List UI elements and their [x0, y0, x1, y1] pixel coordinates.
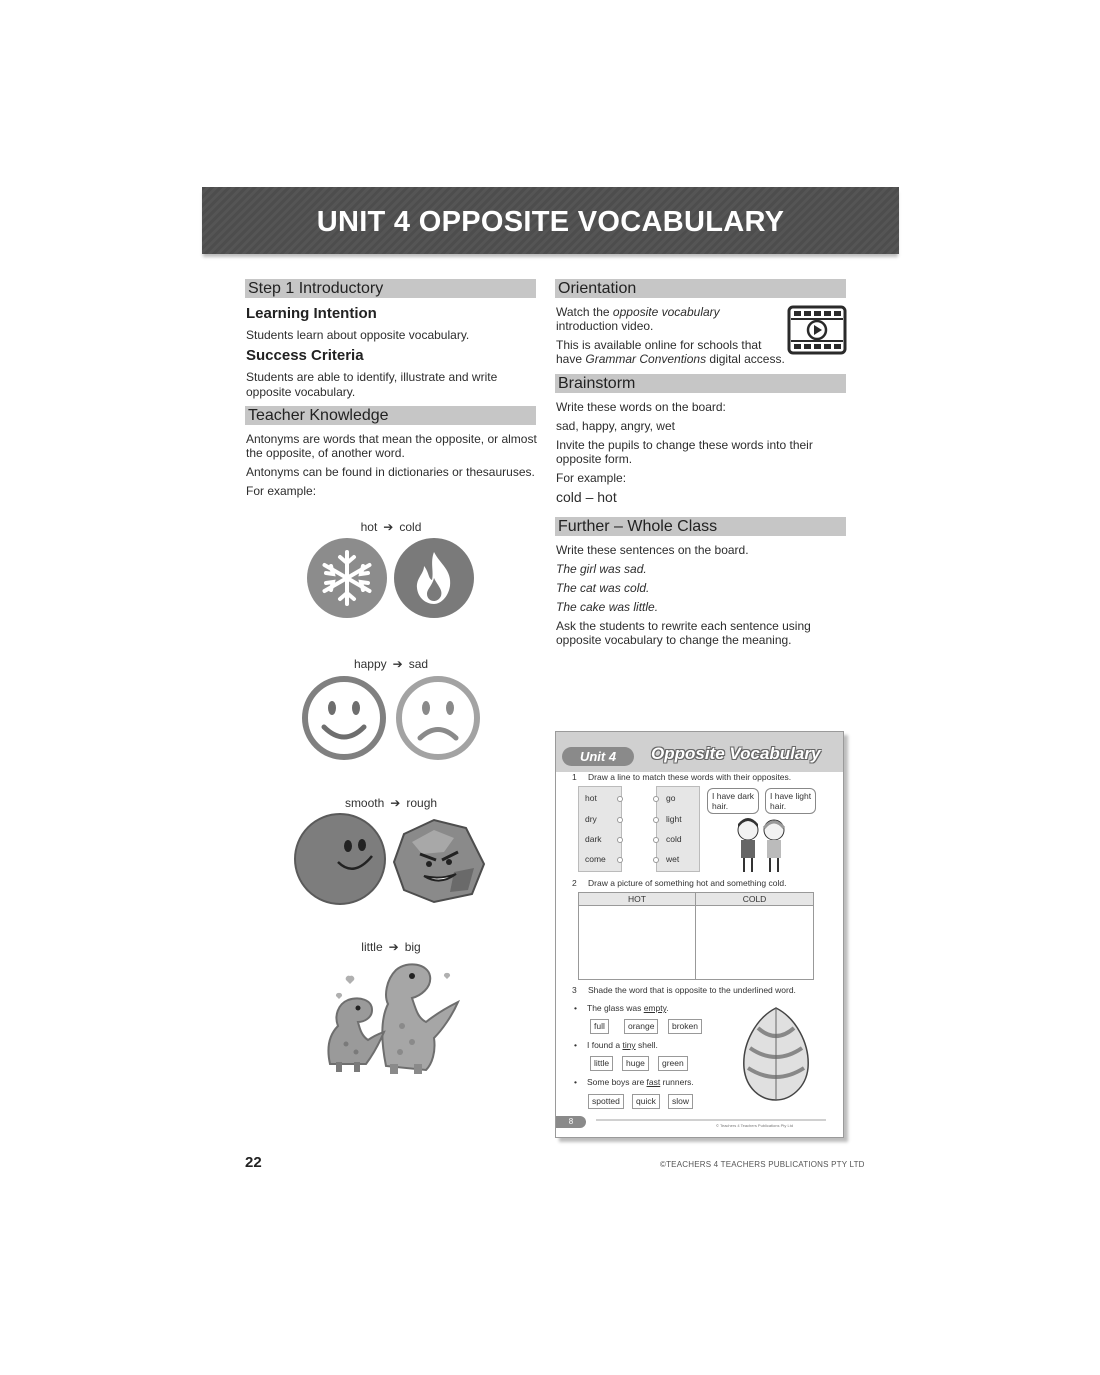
success-criteria-line-2: opposite vocabulary.: [246, 385, 356, 399]
match-dot: [653, 796, 659, 802]
tk-para-3: For example:: [246, 484, 317, 498]
orientation-line-1: Watch the opposite vocabulary: [556, 305, 720, 319]
tk-para-2: Antonyms can be found in dictionaries or thesauruses.: [246, 465, 535, 479]
worksheet-footer: © Teachers 4 Teachers Publications Pty Ltd: [716, 1123, 794, 1128]
match-dot: [617, 837, 623, 843]
brainstorm-line-5: For example:: [556, 471, 627, 485]
page-number: 22: [245, 1154, 262, 1171]
further-sentence-2: The cat was cold.: [556, 581, 650, 595]
word-rough: rough: [406, 796, 438, 810]
brainstorm-line-2: sad, happy, angry, wet: [556, 419, 675, 433]
right-word-2: light: [666, 814, 682, 824]
word-big: big: [404, 940, 421, 954]
brainstorm-line-3: Invite the pupils to change these words into their: [556, 438, 813, 452]
orientation-line-2: introduction video.: [556, 319, 654, 333]
bullet: •: [574, 1040, 577, 1050]
further-line-3: opposite vocabulary to change the meaning.: [556, 633, 792, 647]
learning-intention-text: Students learn about opposite vocabulary.: [246, 328, 470, 342]
teacher-knowledge-header: Teacher Knowledge: [245, 406, 536, 425]
further-sentence-1: The girl was sad.: [556, 562, 647, 576]
q1-number: 1: [572, 772, 577, 782]
video-icon[interactable]: [787, 305, 847, 355]
brainstorm-line-1: Write these words on the board:: [556, 400, 726, 414]
learning-intention-heading: Learning Intention: [246, 305, 377, 322]
further-sentence-3: The cake was little.: [556, 600, 659, 614]
option-little[interactable]: little: [590, 1056, 613, 1071]
orientation-line-4: have Grammar Conventions digital access.: [556, 352, 785, 366]
further-line-1: Write these sentences on the board.: [556, 543, 749, 557]
pair-label-hot-cold: [331, 520, 451, 534]
word-hot: hot: [360, 520, 378, 534]
worksheet-title: Opposite Vocabulary: [651, 744, 821, 763]
cold-column-header: COLD: [742, 894, 767, 904]
arrow-icon: ➔: [390, 796, 401, 810]
q2-number: 2: [572, 878, 577, 888]
option-huge[interactable]: huge: [622, 1056, 649, 1071]
flame-icon: [394, 538, 474, 618]
further-line-2: Ask the students to rewrite each sentence using: [556, 619, 811, 633]
tk-para-1-line-1: Antonyms are words that mean the opposite, or almost: [246, 432, 537, 446]
left-word-3: dark: [585, 834, 602, 844]
small-dinosaur-icon: [328, 998, 384, 1072]
smiley-icon: [305, 679, 383, 757]
word-smooth: smooth: [344, 796, 385, 810]
arrow-icon: ➔: [388, 940, 399, 954]
option-full[interactable]: full: [590, 1019, 609, 1034]
success-criteria-line-1: Students are able to identify, illustrate and write: [246, 370, 498, 384]
speech-bubble-dark: I have dark hair.: [707, 788, 759, 814]
copyright: ©TEACHERS 4 TEACHERS PUBLICATIONS PTY LTD: [660, 1160, 865, 1169]
hot-cold-illustration: [306, 538, 476, 620]
smooth-rough-illustration: [294, 812, 488, 906]
little-big-illustration: [316, 956, 466, 1078]
brainstorm-header: Brainstorm: [555, 374, 846, 393]
worksheet-thumbnail: [555, 731, 844, 1138]
option-green[interactable]: green: [658, 1056, 688, 1071]
hot-cold-table: [578, 892, 814, 980]
option-broken[interactable]: broken: [668, 1019, 702, 1034]
tk-para-1-line-2: the opposite, of another word.: [246, 446, 405, 460]
option-quick[interactable]: quick: [632, 1094, 660, 1109]
orientation-header: Orientation: [555, 279, 846, 298]
q1-text: Draw a line to match these words with their opposites.: [588, 772, 792, 782]
word-happy: happy: [353, 657, 387, 671]
unit-title: UNIT 4 OPPOSITE VOCABULARY: [316, 206, 785, 238]
right-word-4: wet: [666, 854, 680, 864]
match-dot: [617, 857, 623, 863]
left-word-4: come: [585, 854, 606, 864]
match-dot: [653, 857, 659, 863]
step-header: Step 1 Introductory: [245, 279, 536, 298]
option-slow[interactable]: slow: [668, 1094, 693, 1109]
unit-banner: [202, 187, 899, 254]
happy-sad-illustration: [300, 675, 482, 761]
success-criteria-heading: Success Criteria: [246, 347, 364, 364]
option-orange[interactable]: orange: [624, 1019, 658, 1034]
smooth-ball-icon: [295, 814, 385, 904]
big-dinosaur-icon: [382, 964, 458, 1074]
speech-bubble-light: I have light hair.: [765, 788, 816, 814]
sentence-2: I found a tiny shell.: [587, 1040, 658, 1050]
right-word-1: go: [666, 793, 676, 803]
match-dot: [617, 817, 623, 823]
rough-rock-icon: [394, 820, 484, 902]
bullet: •: [574, 1003, 577, 1013]
word-sad: sad: [408, 657, 429, 671]
worksheet-unit-badge: Unit 4: [562, 747, 634, 766]
word-little: little: [361, 940, 383, 954]
pair-label-happy-sad: [331, 657, 451, 671]
match-dot: [617, 796, 623, 802]
girls-illustration: [730, 814, 792, 874]
right-word-3: cold: [666, 834, 682, 844]
option-spotted[interactable]: spotted: [588, 1094, 624, 1109]
q3-text: Shade the word that is opposite to the underlined word.: [588, 985, 796, 995]
bullet: •: [574, 1077, 577, 1087]
left-word-1: hot: [585, 793, 597, 803]
brainstorm-line-4: opposite form.: [556, 452, 633, 466]
q2-text: Draw a picture of something hot and something cold.: [588, 878, 787, 888]
sad-face-icon: [399, 679, 477, 757]
shell-icon: [738, 1004, 814, 1104]
pair-label-smooth-rough: [331, 796, 451, 810]
left-word-2: dry: [585, 814, 597, 824]
q3-number: 3: [572, 985, 577, 995]
worksheet-page-badge: 8: [556, 1116, 586, 1128]
hot-column-header: HOT: [628, 894, 646, 904]
arrow-icon: ➔: [383, 520, 394, 534]
pair-label-little-big: [331, 940, 451, 954]
sentence-1: The glass was empty.: [587, 1003, 669, 1013]
word-cold: cold: [399, 520, 422, 534]
orientation-line-3: This is available online for schools that: [556, 338, 762, 352]
match-dot: [653, 837, 659, 843]
match-dot: [653, 817, 659, 823]
brainstorm-example: cold – hot: [556, 489, 617, 505]
arrow-icon: ➔: [392, 657, 403, 671]
snowflake-icon: [307, 538, 387, 618]
further-header: Further – Whole Class: [555, 517, 846, 536]
sentence-3: Some boys are fast runners.: [587, 1077, 694, 1087]
